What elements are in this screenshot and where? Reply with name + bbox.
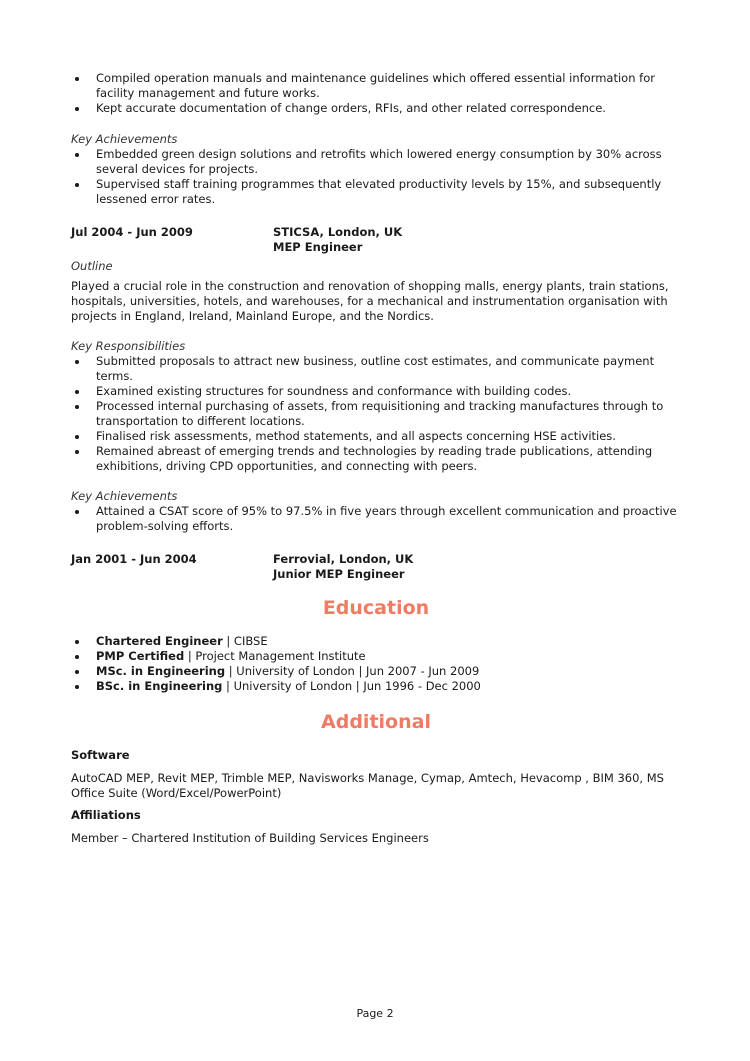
list-item: PMP Certified | Project Management Institute xyxy=(71,649,681,664)
bullet-icon xyxy=(75,655,79,659)
bullet-icon xyxy=(75,153,79,157)
job-sticsa-header xyxy=(71,225,681,255)
achievements-heading: Key Achievements xyxy=(71,489,178,503)
list-item: Finalised risk assessments, method statements, and all aspects concerning HSE activities. xyxy=(71,429,681,444)
bullet-icon xyxy=(75,183,79,187)
additional-title: Additional xyxy=(321,711,431,733)
list-item: Remained abreast of emerging trends and technologies by reading trade publications, attending exhibitions, driving CPD opportunities, and connecting with peers. xyxy=(71,444,681,474)
education-list xyxy=(71,634,681,694)
job-sticsa-achievements xyxy=(71,504,681,534)
bullet-icon xyxy=(75,77,79,81)
responsibilities-heading: Key Responsibilities xyxy=(71,339,186,353)
bullet-icon xyxy=(75,435,79,439)
job-company: STICSA, London, UK xyxy=(273,225,403,239)
prev-job-achievements-heading: Key Achievements xyxy=(71,132,178,146)
education-title: Education xyxy=(322,597,430,619)
page-number: Page 2 xyxy=(356,1007,394,1020)
job-dates: Jan 2001 - Jun 2004 xyxy=(71,552,197,566)
list-item: Examined existing structures for soundness and conformance with building codes. xyxy=(71,384,681,399)
software-text: AutoCAD MEP, Revit MEP, Trimble MEP, Navisworks Manage, Cymap, Amtech, Hevacomp , BIM 360, MS Office Suite (Word/Excel/PowerPoint) xyxy=(71,771,664,800)
outline-text: Played a crucial role in the construction and renovation of shopping malls, energy plants, train stations, hospitals, universities, hotels, and warehouses, for a mechanical and instrumentation organisation with projects in England, Ireland, Mainland Europe, and the Nordics. xyxy=(71,279,669,323)
list-item: Embedded green design solutions and retrofits which lowered energy consumption by 30% across several devices for projects. xyxy=(71,147,681,177)
software-heading: Software xyxy=(71,748,130,762)
job-sticsa-responsibilities xyxy=(71,354,681,474)
affiliations-heading: Affiliations xyxy=(71,808,141,822)
outline-heading: Outline xyxy=(71,259,113,273)
job-company: Ferrovial, London, UK xyxy=(273,552,414,566)
job-title: MEP Engineer xyxy=(273,240,363,254)
prev-job-achievements xyxy=(71,147,681,207)
bullet-icon xyxy=(75,405,79,409)
job-dates: Jul 2004 - Jun 2009 xyxy=(71,225,193,239)
list-item: Submitted proposals to attract new business, outline cost estimates, and communicate payment terms. xyxy=(71,354,681,384)
bullet-icon xyxy=(75,670,79,674)
bullet-icon xyxy=(75,510,79,514)
bullet-icon xyxy=(75,390,79,394)
job-ferrovial-header xyxy=(71,552,681,582)
list-item: Supervised staff training programmes that elevated productivity levels by 15%, and subsequently lessened error rates. xyxy=(71,177,681,207)
affiliations-text: Member – Chartered Institution of Building Services Engineers xyxy=(71,831,429,845)
list-item: Processed internal purchasing of assets, from requisitioning and tracking manufactures through to transportation to different locations. xyxy=(71,399,681,429)
list-item: Kept accurate documentation of change orders, RFIs, and other related correspondence. xyxy=(71,101,681,116)
list-item: Chartered Engineer | CIBSE xyxy=(71,634,681,649)
bullet-icon xyxy=(75,685,79,689)
list-item: MSc. in Engineering | University of London | Jun 2007 - Jun 2009 xyxy=(71,664,681,679)
prev-job-responsibilities xyxy=(71,71,681,116)
resume-page xyxy=(71,71,681,846)
bullet-icon xyxy=(75,450,79,454)
list-item: Attained a CSAT score of 95% to 97.5% in five years through excellent communication and proactive problem-solving efforts. xyxy=(71,504,681,534)
list-item: BSc. in Engineering | University of London | Jun 1996 - Dec 2000 xyxy=(71,679,681,694)
bullet-icon xyxy=(75,640,79,644)
bullet-icon xyxy=(75,107,79,111)
list-item: Compiled operation manuals and maintenance guidelines which offered essential information for facility management and future works. xyxy=(71,71,681,101)
job-title: Junior MEP Engineer xyxy=(273,567,405,581)
bullet-icon xyxy=(75,360,79,364)
